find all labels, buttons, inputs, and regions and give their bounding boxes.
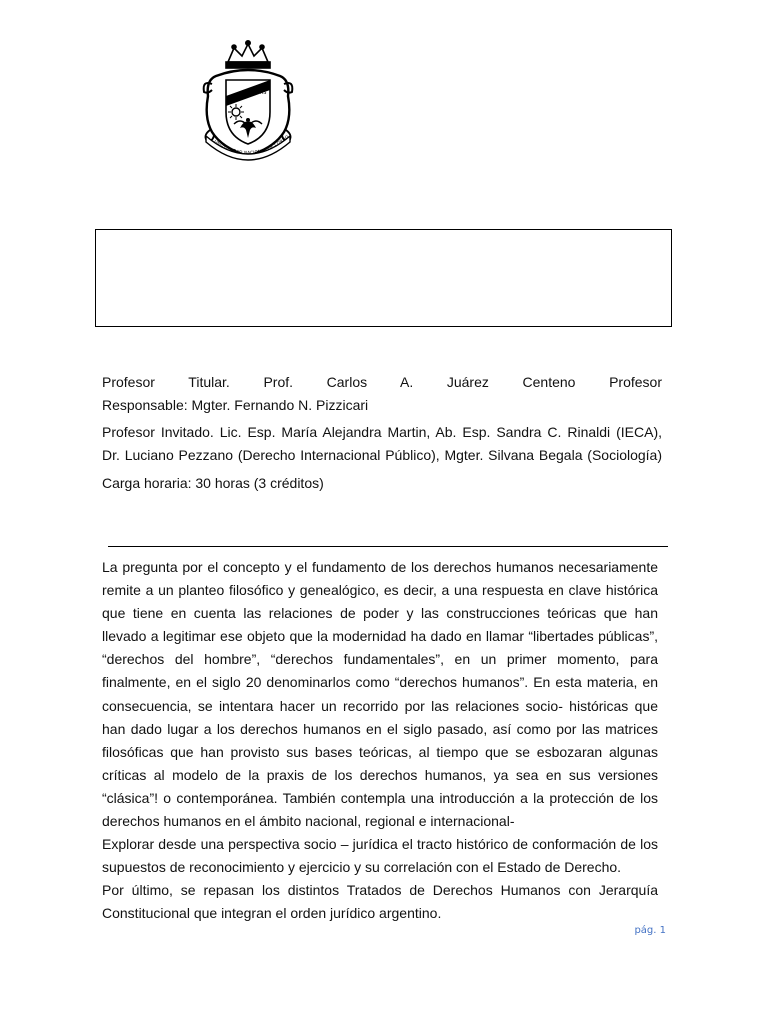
staff-line-responsable: Responsable: Mgter. Fernando N. Pizzicari (102, 397, 369, 413)
workload-line: Carga horaria: 30 horas (3 créditos) (102, 475, 324, 491)
page-number: pág. 1 (634, 925, 666, 936)
description-paragraph-1: La pregunta por el concepto y el fundamento de los derechos humanos necesariamente remite a un planteo filosófico y genealógico, es decir, a una respuesta en clave histórica que tiene en cuenta las relaciones de poder y las construcciones teóricas que han llevado a legitimar ese objeto que la modernidad ha dado en llamar “libertades públicas”, “derechos del hombre”, “derechos fundamentales”, en un primer momento, para finalmente, en el siglo 20 denominarlos como “derechos humanos”. En esta materia, en consecuencia, se intentara hacer un recorrido por las relaciones socio- históricas que han dado lugar a los derechos humanos en el siglo pasado, así como por las matrices filosóficas que han provisto sus bases teóricas, al tiempo que se esbozaran algunas críticas al modelo de la praxis de los derechos humanos, ya sea en sus versiones “clásica”! o contemporánea. También contempla una introducción a la protección de los derechos humanos en el ámbito nacional, regional e internacional- (102, 559, 658, 830)
crest-monogram: IHS (258, 90, 267, 96)
description-body (102, 556, 658, 926)
staff-line-invitado-2: Dr. Luciano Pezzano (Derecho Internacional Público), Mgter. Silvana Begala (Sociología) (102, 447, 662, 463)
staff-line-invitado-1: Profesor Invitado. Lic. Esp. María Alejandra Martin, Ab. Esp. Sandra C. Rinaldi (IECA), (102, 424, 662, 440)
section-divider (108, 546, 668, 547)
title-box (95, 229, 672, 327)
description-paragraph-3: Por último, se repasan los distintos Tratados de Derechos Humanos con Jerarquía Constitucional que integran el orden jurídico argentino. (102, 882, 658, 922)
staff-line-titular: Profesor Titular. Prof. Carlos A. Juárez Centeno Profesor (102, 374, 662, 390)
description-paragraph-2: Explorar desde una perspectiva socio – jurídica el tracto histórico de conformación de los supuestos de reconocimiento y ejercicio y su correlación con el Estado de Derecho. (102, 836, 658, 876)
university-crest-icon (198, 40, 298, 166)
crest-motto: UNIVERSIDAD NACIONAL DE CORDO (213, 133, 290, 156)
